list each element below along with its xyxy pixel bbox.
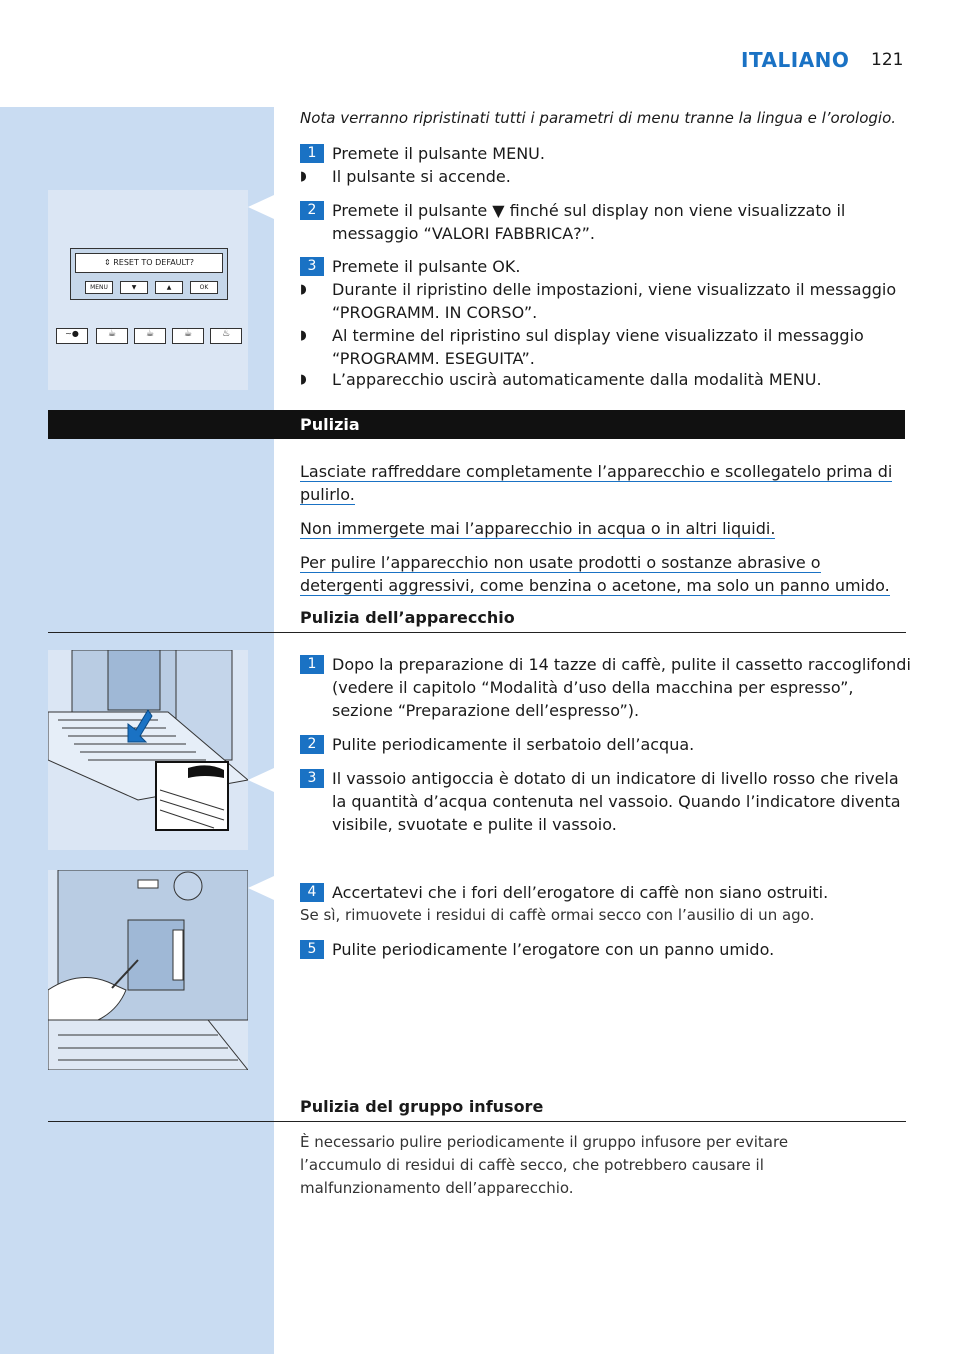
drip-tray-drawing xyxy=(48,650,248,850)
step-text: Pulite periodicamente l’erogatore con un panno umido. xyxy=(332,940,775,959)
warning-text xyxy=(300,517,906,540)
device-step-2 xyxy=(300,733,912,756)
bullet-icon: ◗ xyxy=(300,169,307,184)
step-number: 5 xyxy=(300,940,324,959)
dispenser-drawing xyxy=(48,870,248,1070)
callout-pointer xyxy=(248,195,274,219)
divider xyxy=(48,632,906,633)
language-heading: ITALIANO xyxy=(741,48,850,72)
device-step-4 xyxy=(300,881,912,904)
water-icon[interactable]: ♨ xyxy=(210,328,242,344)
step-text: Dopo la preparazione di 14 tazze di caffè, pulite il cassetto raccoglifondi (vedere il capitolo “Modalità d’uso della macchina per espresso”, sezione “Preparazione dell’espresso”). xyxy=(332,655,911,720)
cup-icon[interactable]: ☕ xyxy=(96,328,128,344)
reset-step-1 xyxy=(300,142,912,165)
step-text: Premete il pulsante MENU. xyxy=(332,144,545,163)
step-number: 3 xyxy=(300,769,324,788)
control-panel-illustration xyxy=(48,190,248,390)
cup-icon[interactable]: ☕ xyxy=(134,328,166,344)
step-text: Premete il pulsante ▼ finché sul display non viene visualizzato il messaggio “VALORI FABBRICA?”. xyxy=(332,201,846,243)
cup-icon[interactable]: ☕ xyxy=(172,328,204,344)
warning-text xyxy=(300,551,906,597)
bullet-text: L’apparecchio uscirà automaticamente dalla modalità MENU. xyxy=(332,370,822,389)
step-text: Premete il pulsante OK. xyxy=(332,257,521,276)
down-button[interactable]: ▼ xyxy=(120,281,148,294)
reset-note: Nota verranno ripristinati tutti i parametri di menu tranne la lingua e l’orologio. xyxy=(300,109,897,127)
device-step-5 xyxy=(300,938,912,961)
step-number: 3 xyxy=(300,257,324,276)
device-step-1 xyxy=(300,653,912,722)
step-number: 1 xyxy=(300,144,324,163)
reset-bullet xyxy=(300,368,912,391)
device-cleaning-heading: Pulizia dell’apparecchio xyxy=(300,608,515,627)
dispenser-illustration xyxy=(48,870,248,1070)
brew-group-text: È necessario pulire periodicamente il gruppo infusore per evitare l’accumulo di residui di caffè secco, che potrebbero causare il malfunzionamento dell’apparecchio. xyxy=(300,1133,789,1197)
reset-step-2 xyxy=(300,199,912,245)
callout-pointer xyxy=(248,768,274,792)
step-number: 4 xyxy=(300,883,324,902)
bullet-icon: ◗ xyxy=(300,282,307,297)
steam-button-icon[interactable]: ~● xyxy=(56,328,88,344)
step-number: 1 xyxy=(300,655,324,674)
ok-button[interactable]: OK xyxy=(190,281,218,294)
bullet-text: Al termine del ripristino sul display viene visualizzato il messaggio “PROGRAMM. ESEGUITA”. xyxy=(332,326,864,368)
step-4-note: Se sì, rimuovete i residui di caffè ormai secco con l’ausilio di un ago. xyxy=(300,906,815,924)
bullet-icon: ◗ xyxy=(300,372,307,387)
coffee-buttons-row xyxy=(56,328,242,344)
step-text: Il vassoio antigoccia è dotato di un indicatore di livello rosso che rivela la quantità d’acqua contenuta nel vassoio. Quando l’indicatore diventa visibile, svuotate e pulite il vassoio. xyxy=(332,769,901,834)
step-number: 2 xyxy=(300,735,324,754)
warning-2: Non immergete mai l’apparecchio in acqua o in altri liquidi. xyxy=(300,519,776,538)
menu-button[interactable]: MENU xyxy=(85,281,113,294)
warning-1: Lasciate raffreddare completamente l’apparecchio e scollegatelo prima di pulirlo. xyxy=(300,462,893,504)
display-screen xyxy=(70,248,228,300)
display-inner: ⇕ RESET TO DEFAULT? xyxy=(75,253,223,273)
divider xyxy=(48,1121,906,1122)
callout-pointer xyxy=(248,876,274,900)
brew-group-heading: Pulizia del gruppo infusore xyxy=(300,1097,544,1116)
device-step-3 xyxy=(300,767,912,836)
reset-bullet xyxy=(300,278,912,324)
up-button[interactable]: ▲ xyxy=(155,281,183,294)
drip-tray-illustration xyxy=(48,650,248,850)
warning-text xyxy=(300,460,906,506)
page-number: 121 xyxy=(871,50,904,70)
reset-bullet xyxy=(300,165,912,188)
step-number: 2 xyxy=(300,201,324,220)
bullet-text: Il pulsante si accende. xyxy=(332,167,511,186)
section-header-pulizia xyxy=(48,410,905,439)
warning-3: Per pulire l’apparecchio non usate prodotti o sostanze abrasive o detergenti aggressivi, come benzina o acetone, ma solo un panno umido. xyxy=(300,553,890,595)
reset-bullet xyxy=(300,324,912,370)
bullet-text: Durante il ripristino delle impostazioni, viene visualizzato il messaggio “PROGRAMM. IN CORSO”. xyxy=(332,280,897,322)
step-text: Pulite periodicamente il serbatoio dell’acqua. xyxy=(332,735,695,754)
section-title: Pulizia xyxy=(300,415,360,434)
reset-step-3 xyxy=(300,255,912,278)
bullet-icon: ◗ xyxy=(300,328,307,343)
display-buttons xyxy=(85,281,215,293)
step-text: Accertatevi che i fori dell’erogatore di caffè non siano ostruiti. xyxy=(332,883,829,902)
